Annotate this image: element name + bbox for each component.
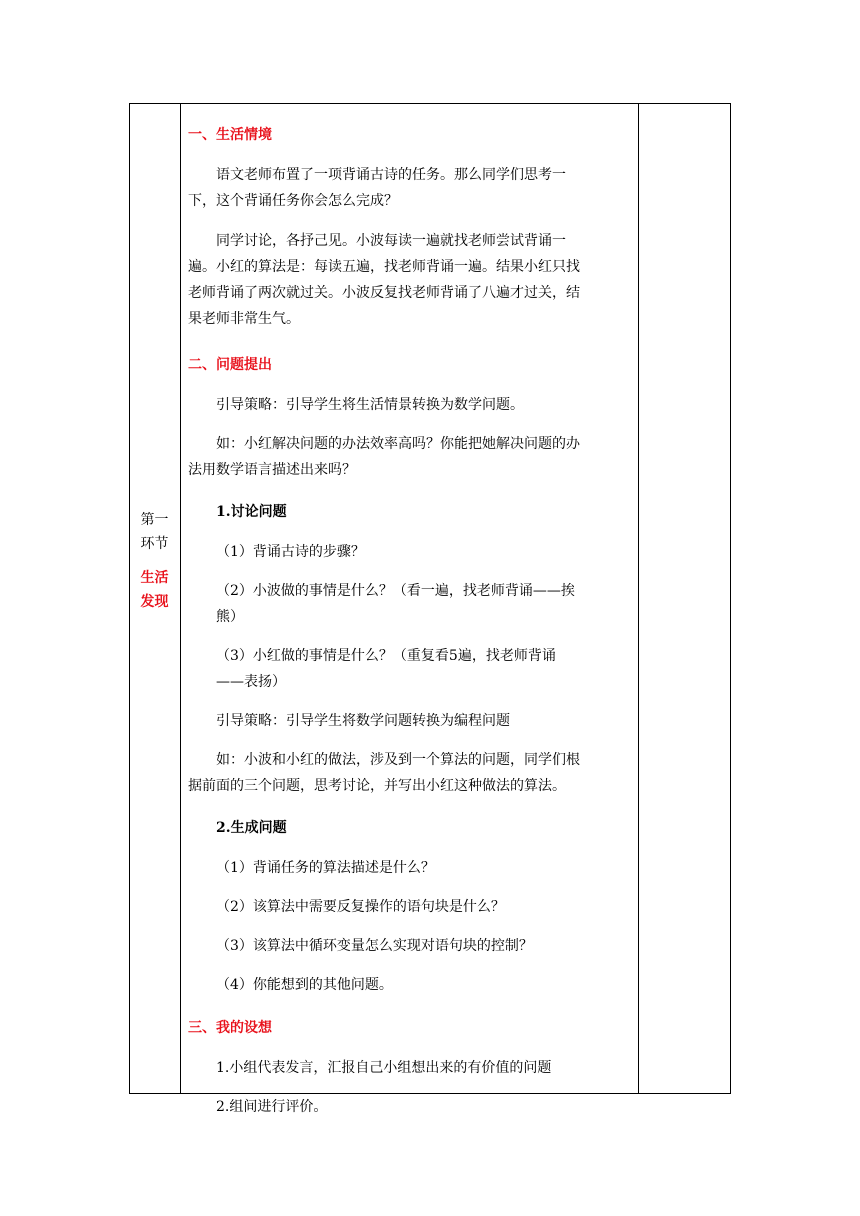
paragraph: 语文老师布置了一项背诵古诗的任务。那么同学们思考一下，这个背诵任务你会怎么完成？: [188, 167, 566, 209]
subheading-discussion: 1.讨论问题: [216, 504, 287, 520]
paragraph: 1.小组代表发言，汇报自己小组想出来的有价值的问题: [216, 1060, 552, 1076]
paragraph: 引导策略：引导学生将数学问题转换为编程问题: [216, 713, 510, 729]
paragraph: 同学讨论，各抒己见。小波每读一遍就找老师尝试背诵一遍。小红的算法是：每读五遍，找老师背诵一遍。结果小红只找老师背诵了两次就过关。小波反复找老师背诵了八遍才过关，结果老师非常生气。: [188, 233, 580, 327]
heading-life-context: 一、生活情境: [188, 127, 272, 143]
list-item: （2）小波做的事情是什么？（看一遍，找老师背诵——挨熊）: [216, 583, 575, 625]
list-item: （3）该算法中循环变量怎么实现对语句块的控制？: [216, 938, 533, 954]
paragraph: 2.组间进行评价。: [216, 1099, 328, 1115]
paragraph: 如：小波和小红的做法，涉及到一个算法的问题，同学们根据前面的三个问题，思考讨论，并写出小红这种做法的算法。: [188, 752, 580, 794]
paragraph: 引导策略：引导学生将生活情景转换为数学问题。: [216, 397, 524, 413]
list-item: （4）你能想到的其他问题。: [216, 977, 393, 993]
list-item: （3）小红做的事情是什么？（重复看5遍，找老师背诵——表扬）: [216, 648, 556, 690]
section-title: 生活 发现: [140, 570, 169, 610]
lesson-table: [129, 103, 731, 1115]
table-border-right: [730, 103, 731, 1094]
list-item: （2）该算法中需要反复操作的语句块是什么？: [216, 899, 505, 915]
list-item: （1）背诵任务的算法描述是什么？: [216, 860, 435, 876]
paragraph: 如：小红解决问题的办法效率高吗？你能把她解决问题的办法用数学语言描述出来吗？: [188, 436, 580, 478]
heading-problem: 二、问题提出: [188, 357, 272, 373]
content-cell: [188, 103, 582, 1120]
section-number: 第一 环节: [140, 512, 169, 552]
section-label-cell: [129, 508, 180, 614]
subheading-generate: 2.生成问题: [216, 820, 287, 836]
table-border-col2: [638, 103, 639, 1094]
heading-my-idea: 三、我的设想: [188, 1020, 272, 1036]
list-item: （1）背诵古诗的步骤？: [216, 544, 365, 560]
table-border-col1: [180, 103, 181, 1094]
